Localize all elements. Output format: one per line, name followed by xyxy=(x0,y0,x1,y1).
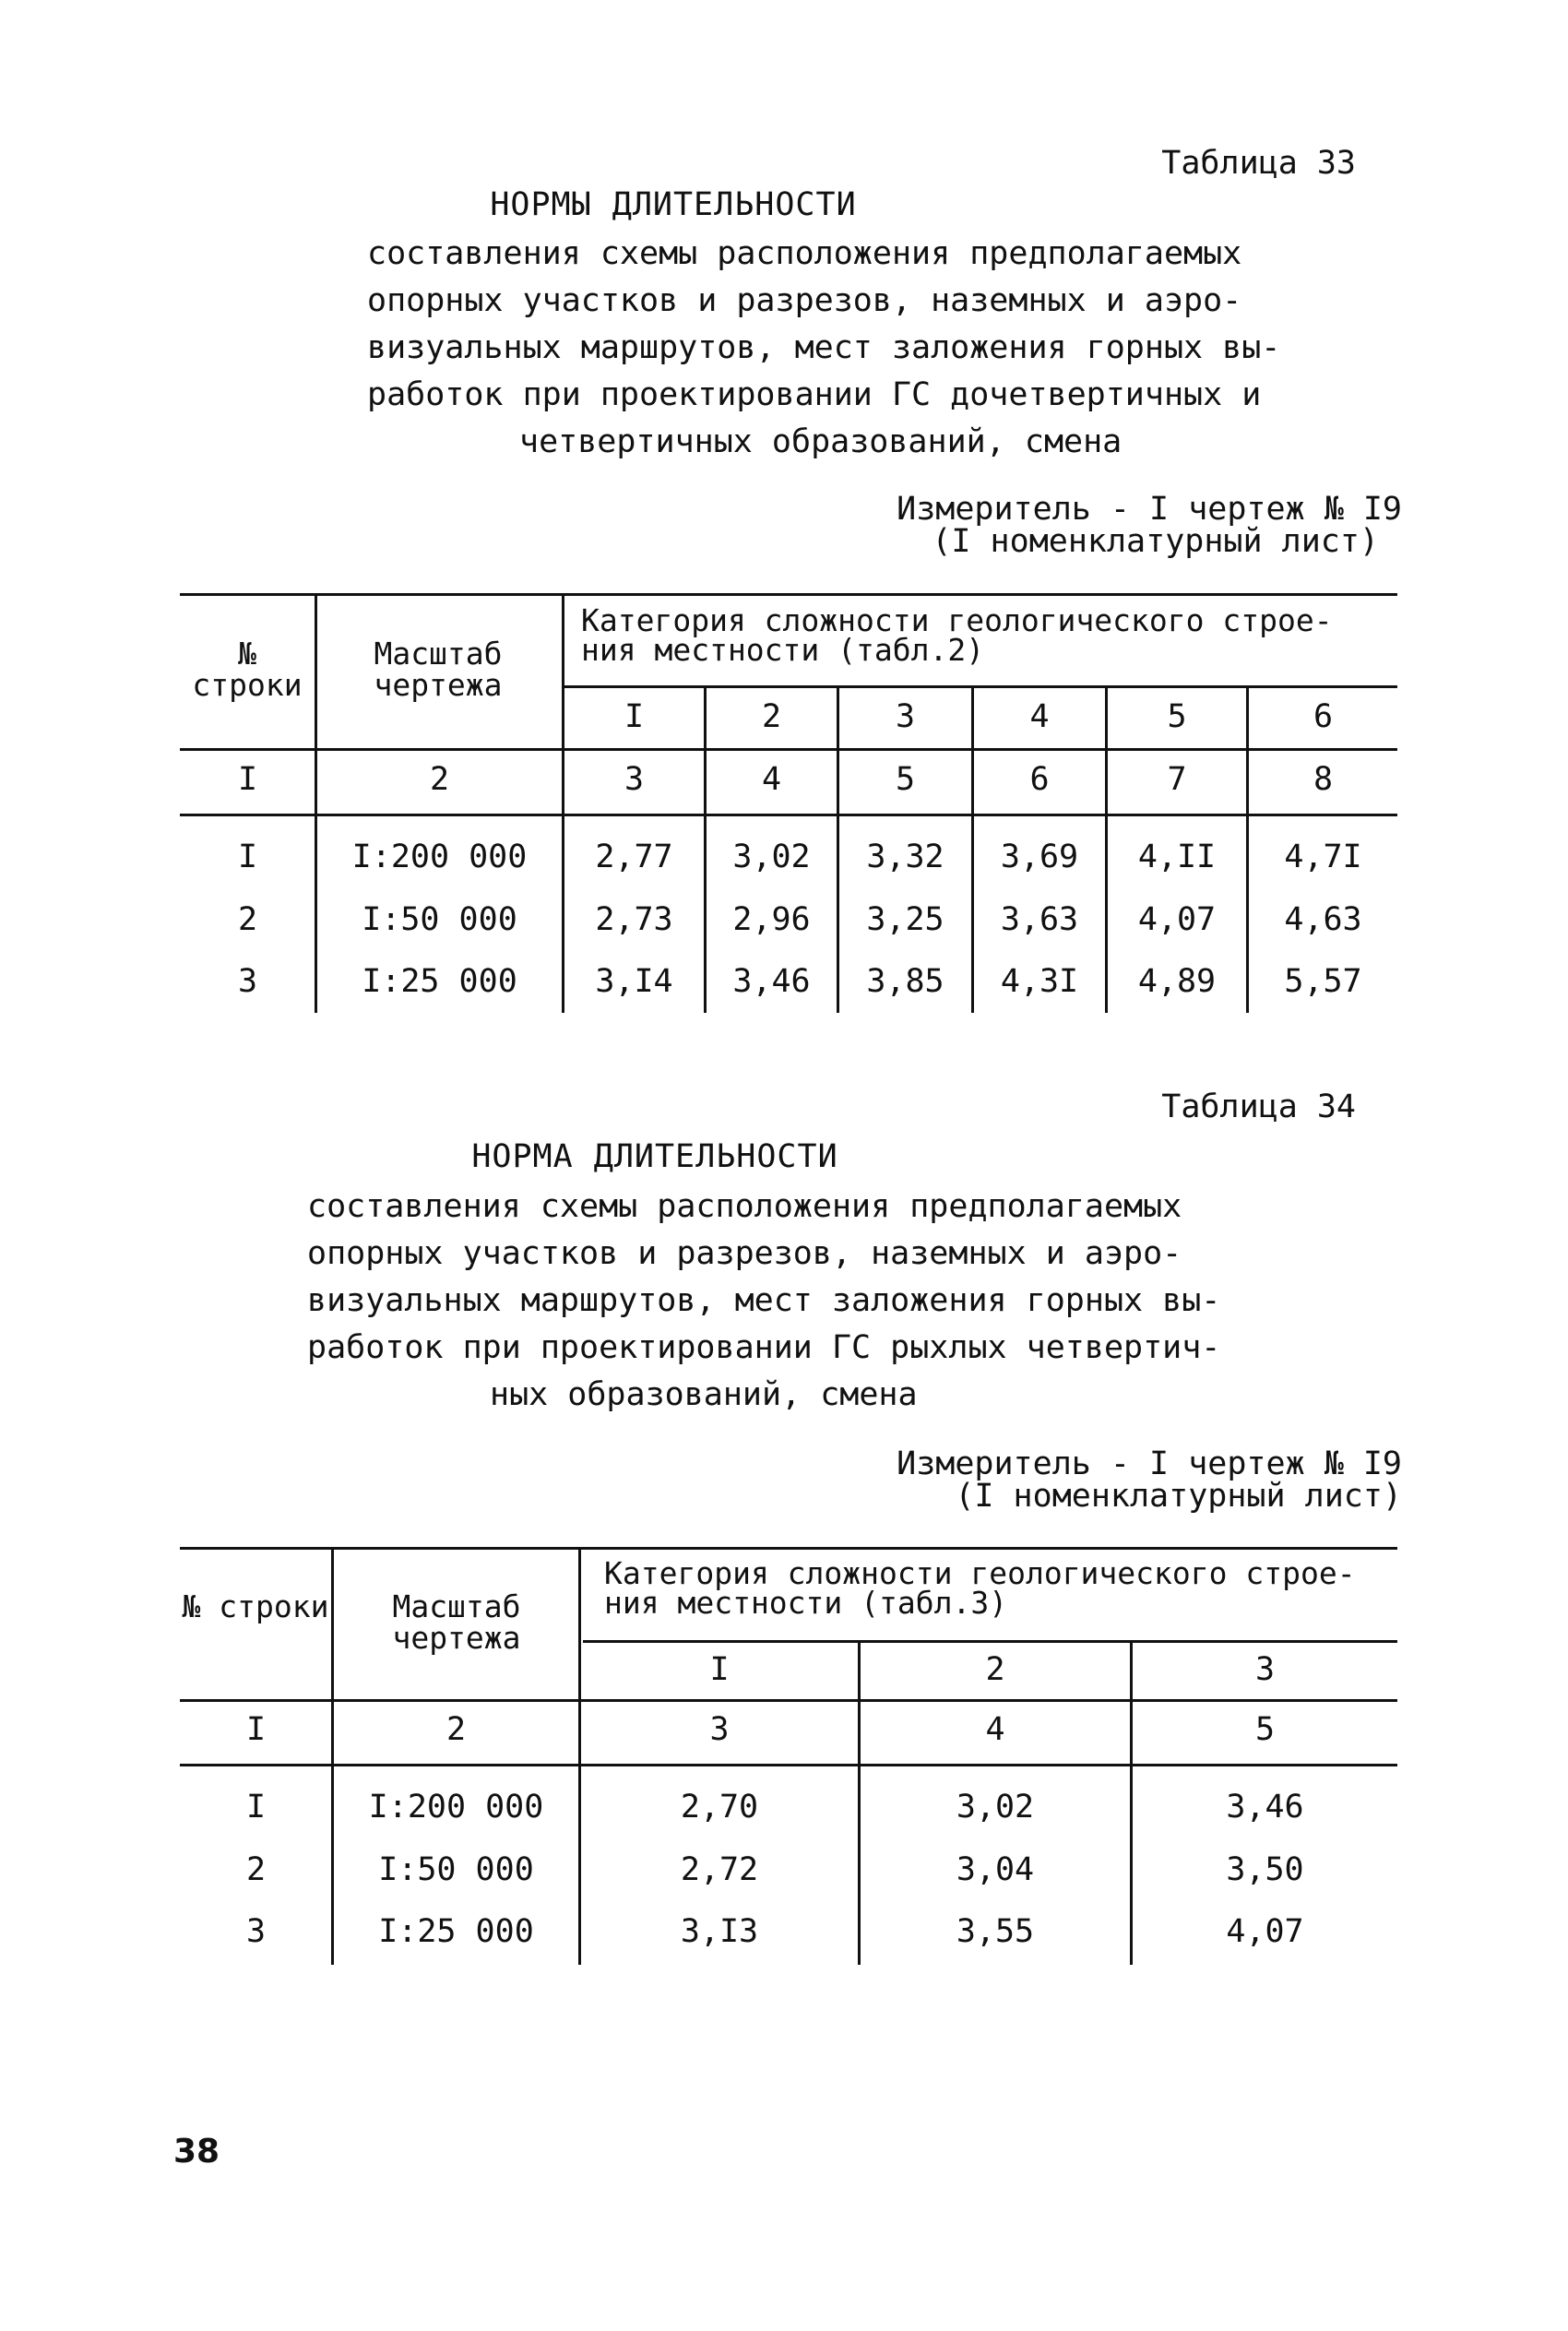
header-scale: Масштаб чертежа xyxy=(374,636,503,703)
table-rule xyxy=(583,1640,1397,1643)
table-cell: 4,63 xyxy=(1284,901,1362,938)
table-rule xyxy=(180,1764,1397,1766)
measure-line: (I номенклатурный лист) xyxy=(932,523,1379,560)
row-number: 2 xyxy=(245,1851,267,1888)
table-cell: 3,02 xyxy=(956,1789,1035,1826)
table-cell: 2,77 xyxy=(595,838,673,875)
table-rule xyxy=(180,1547,1397,1550)
row-scale: I:200 000 xyxy=(368,1789,544,1826)
table-cell: 2,70 xyxy=(680,1789,759,1826)
table-cell: 5,57 xyxy=(1284,963,1362,1000)
table-33-heading: НОРМЫ ДЛИТЕЛЬНОСТИ xyxy=(490,186,857,223)
description-line: опорных участков и разрезов, наземных и аэро- xyxy=(367,282,1242,319)
description-line: визуальных маршрутов, мест заложения горных вы- xyxy=(367,329,1281,366)
column-number: 2 xyxy=(429,761,450,798)
table-33-label: Таблица 33 xyxy=(1161,145,1356,182)
row-scale: I:200 000 xyxy=(351,838,528,875)
description-line: четвертичных образований, смена xyxy=(519,423,1123,460)
row-number: 2 xyxy=(237,901,258,938)
header-row-no: № строки xyxy=(182,1588,329,1624)
category-col-header: 5 xyxy=(1167,698,1187,735)
row-scale: I:25 000 xyxy=(378,1913,534,1950)
table-cell: 3,32 xyxy=(866,838,944,875)
table-cell: 4,3I xyxy=(1000,963,1079,1000)
description-line: составления схемы расположения предполагаемых xyxy=(307,1188,1182,1225)
description-line: работок при проектировании ГС рыхлых четвертич- xyxy=(307,1329,1221,1366)
category-col-header: 3 xyxy=(1254,1651,1276,1688)
column-number: I xyxy=(237,761,258,798)
table-cell: 3,25 xyxy=(866,901,944,938)
column-number: 6 xyxy=(1029,761,1050,798)
row-scale: I:50 000 xyxy=(362,901,517,938)
row-number: I xyxy=(237,838,258,875)
table-cell: 3,85 xyxy=(866,963,944,1000)
table-cell: 3,55 xyxy=(956,1913,1035,1950)
table-cell: 3,02 xyxy=(732,838,811,875)
category-col-header: I xyxy=(709,1651,730,1688)
table-cell: 2,73 xyxy=(595,901,673,938)
table-cell: 3,69 xyxy=(1000,838,1079,875)
table-cell: 4,07 xyxy=(1226,1913,1304,1950)
table-cell: 2,72 xyxy=(680,1851,759,1888)
header-scale: Масштаб чертежа xyxy=(392,1588,521,1656)
table-cell: 2,96 xyxy=(732,901,811,938)
column-number: 5 xyxy=(895,761,916,798)
column-number: 3 xyxy=(624,761,645,798)
table-34-label: Таблица 34 xyxy=(1161,1088,1356,1125)
column-number: I xyxy=(245,1711,267,1748)
column-number: 7 xyxy=(1167,761,1187,798)
table-rule xyxy=(331,1547,334,1965)
description-line: работок при проектировании ГС дочетвертичных и xyxy=(367,376,1262,413)
table-cell: 4,II xyxy=(1137,838,1217,875)
measure-line: Измеритель - I чертеж № I9 xyxy=(897,1445,1402,1482)
description-line: составления схемы расположения предполагаемых xyxy=(367,235,1242,272)
table-rule xyxy=(180,1699,1397,1702)
table-cell: 3,50 xyxy=(1226,1851,1304,1888)
category-col-header: I xyxy=(624,698,645,735)
category-col-header: 6 xyxy=(1313,698,1334,735)
header-category: Категория сложности геологического строе- ния местности (табл.3) xyxy=(604,1555,1356,1621)
category-col-header: 2 xyxy=(761,698,782,735)
page-number: 38 xyxy=(173,2133,220,2170)
row-number: 3 xyxy=(237,963,258,1000)
description-line: визуальных маршрутов, мест заложения горных вы- xyxy=(307,1282,1221,1319)
column-number: 4 xyxy=(985,1711,1005,1748)
table-cell: 3,I4 xyxy=(595,963,673,1000)
table-cell: 3,04 xyxy=(956,1851,1035,1888)
category-col-header: 3 xyxy=(895,698,916,735)
measure-line: (I номенклатурный лист) xyxy=(955,1478,1402,1515)
measure-line: Измеритель - I чертеж № I9 xyxy=(897,491,1402,528)
description-line: опорных участков и разрезов, наземных и аэро- xyxy=(307,1235,1182,1272)
table-34-heading: НОРМА ДЛИТЕЛЬНОСТИ xyxy=(471,1138,838,1175)
table-cell: 3,I3 xyxy=(680,1913,759,1950)
table-cell: 3,46 xyxy=(1226,1789,1304,1826)
column-number: 2 xyxy=(445,1711,467,1748)
row-number: 3 xyxy=(245,1913,267,1950)
category-col-header: 2 xyxy=(985,1651,1005,1688)
table-cell: 4,07 xyxy=(1137,901,1217,938)
header-row-no: № строки xyxy=(192,636,303,703)
table-rule xyxy=(578,1547,581,1965)
column-number: 8 xyxy=(1313,761,1334,798)
description-line: ных образований, смена xyxy=(490,1376,918,1413)
column-number: 3 xyxy=(709,1711,730,1748)
category-col-header: 4 xyxy=(1029,698,1050,735)
row-number: I xyxy=(245,1789,267,1826)
table-cell: 4,7I xyxy=(1284,838,1362,875)
table-cell: 4,89 xyxy=(1137,963,1217,1000)
table-cell: 3,46 xyxy=(732,963,811,1000)
row-scale: I:50 000 xyxy=(378,1851,534,1888)
header-category: Категория сложности геологического строе- ния местности (табл.2) xyxy=(581,602,1333,668)
row-scale: I:25 000 xyxy=(362,963,517,1000)
table-cell: 3,63 xyxy=(1000,901,1079,938)
column-number: 5 xyxy=(1254,1711,1276,1748)
column-number: 4 xyxy=(761,761,782,798)
